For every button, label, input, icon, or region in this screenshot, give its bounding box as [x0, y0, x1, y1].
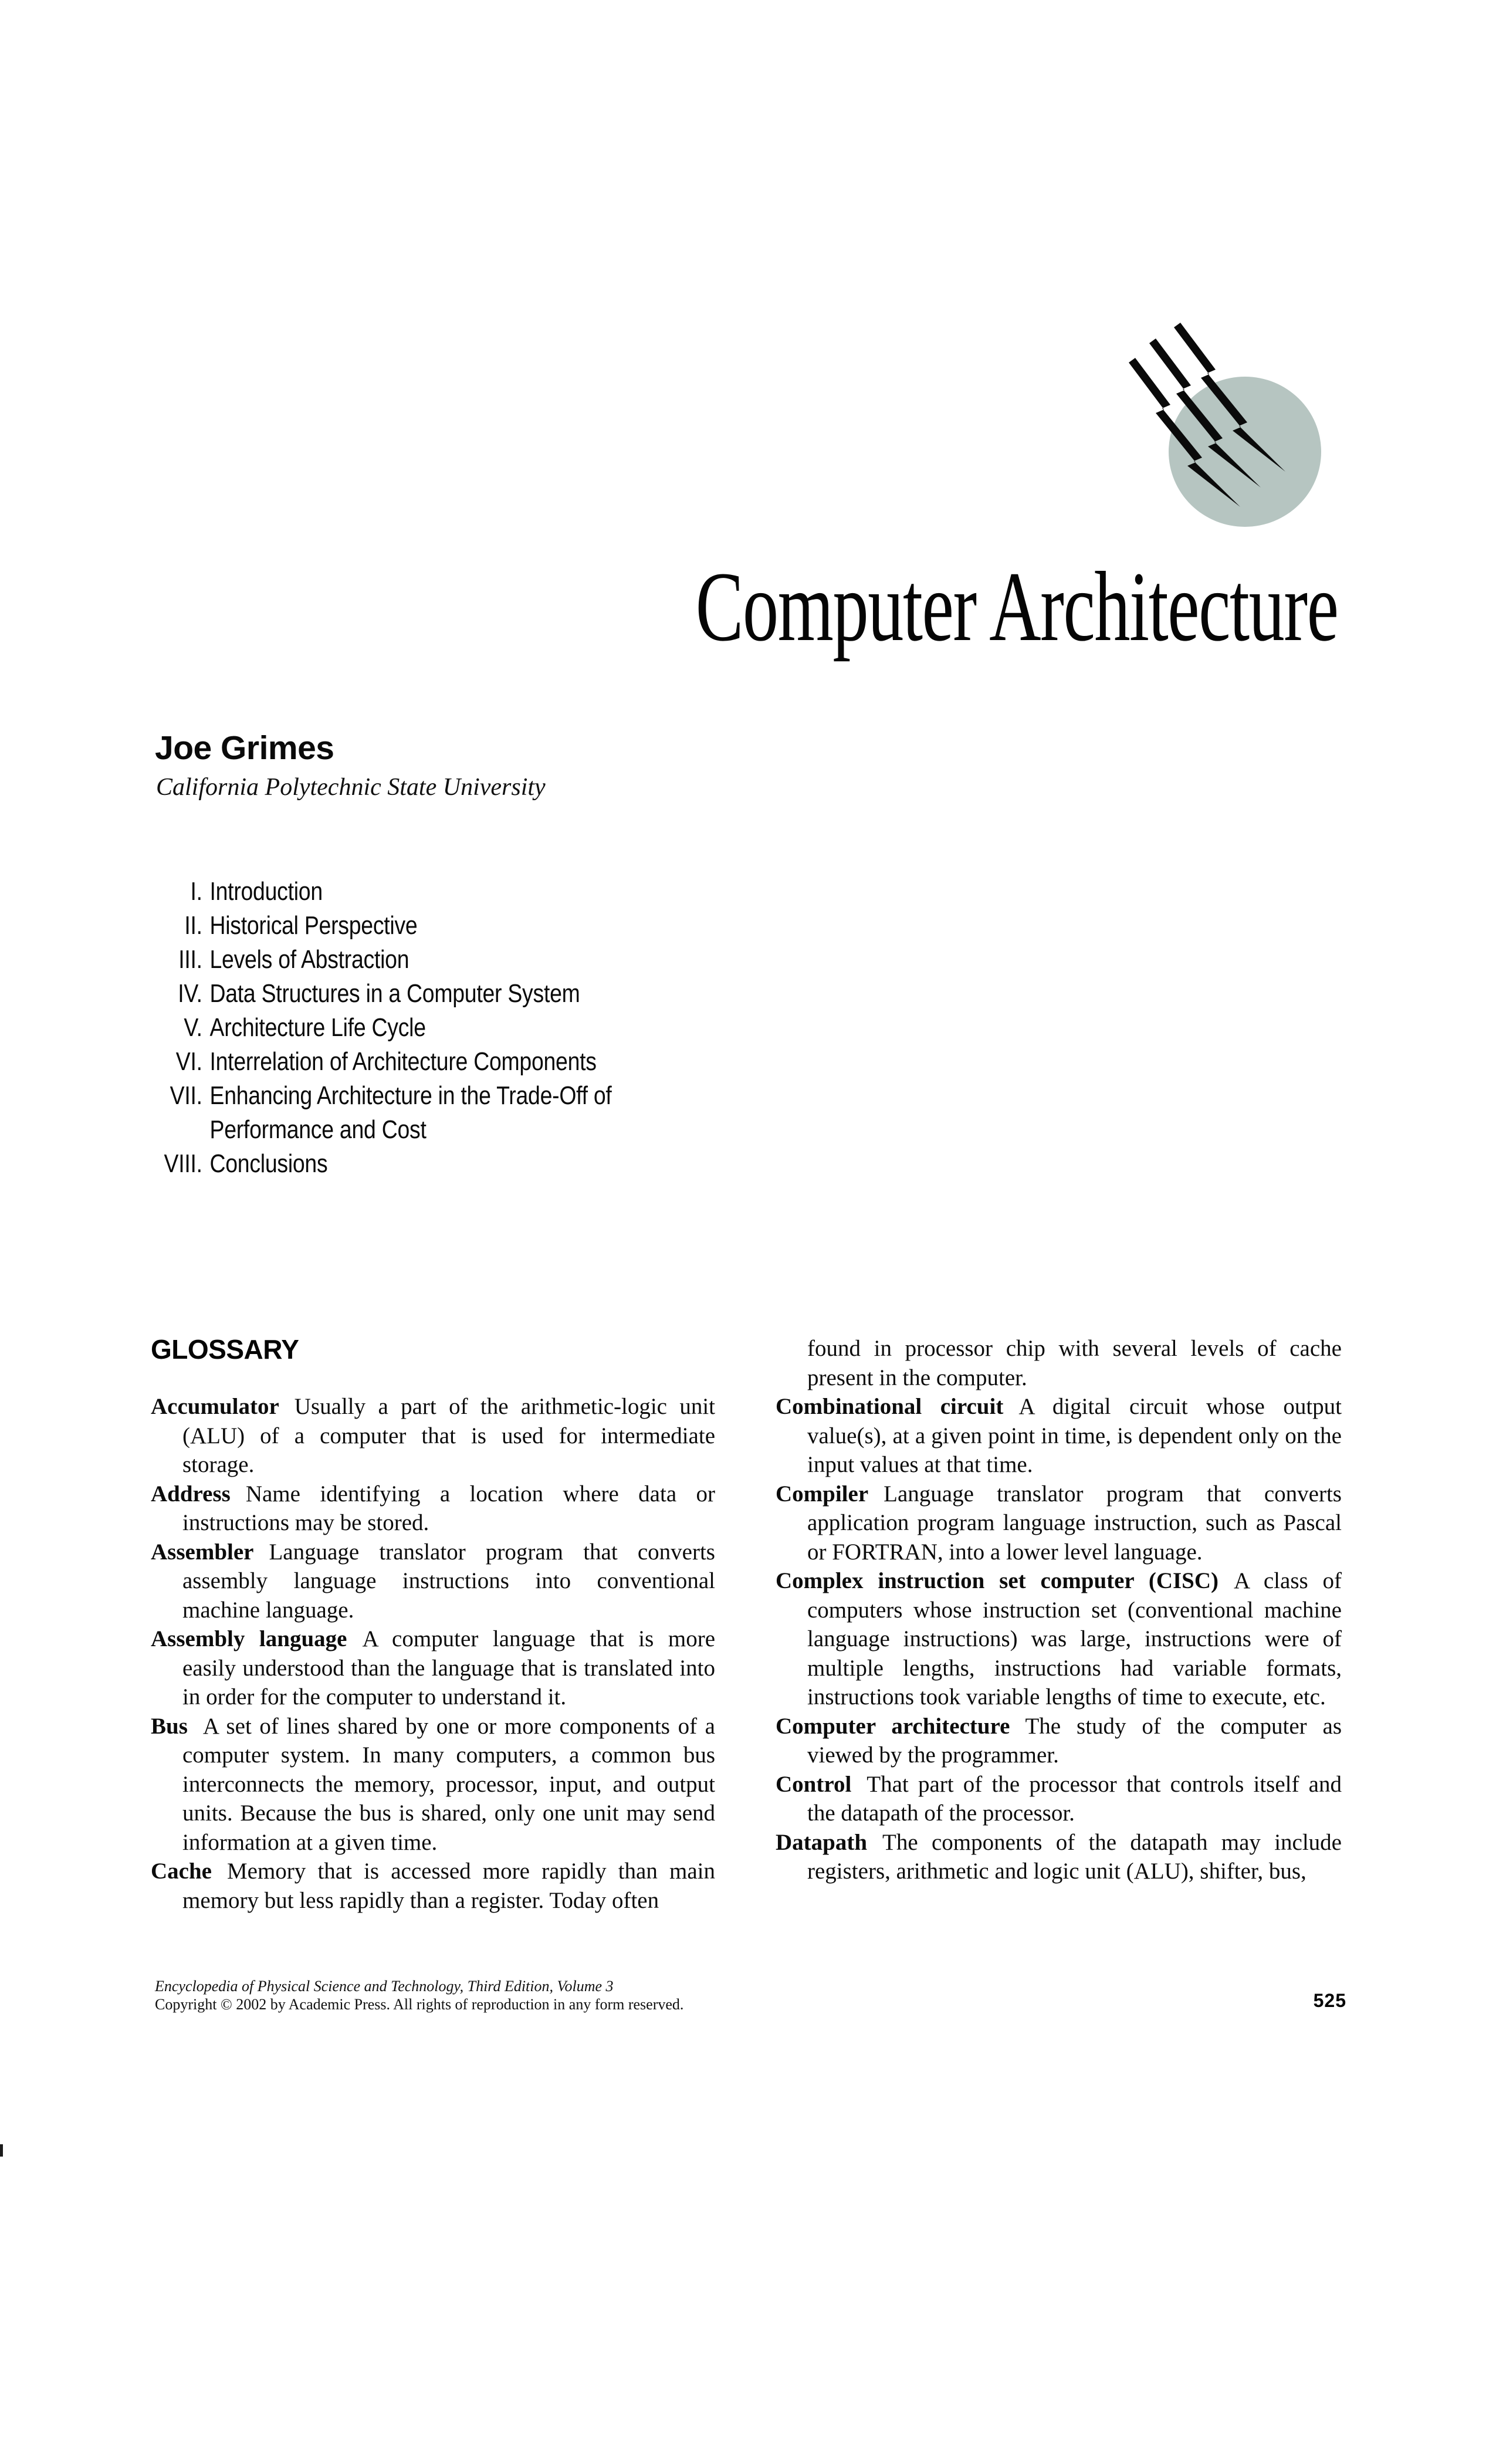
term-definition-gap: [188, 1733, 203, 1734]
glossary-entry: [776, 1392, 1342, 1480]
toc-item-label: Architecture Life Cycle: [209, 1013, 426, 1042]
toc-numeral: IV.: [178, 979, 202, 1008]
term-definition-gap: [212, 1878, 227, 1879]
glossary-entry: [776, 1480, 1342, 1567]
term-definition-gap: [1003, 1413, 1018, 1414]
glossary-entry: [776, 1566, 1342, 1712]
glossary-term: Compiler: [776, 1481, 869, 1507]
toc-item-label: Historical Perspective: [209, 911, 418, 940]
glossary-definition: Memory that is accessed more rapidly than main memory but less rapidly than a register. Today often: [182, 1859, 715, 1913]
toc-numeral: I.: [190, 877, 202, 906]
glossary-entry: [151, 1857, 715, 1915]
glossary-term: Combinational circuit: [776, 1394, 1004, 1419]
author-affiliation: California Polytechnic State University: [156, 774, 546, 801]
toc-numeral: II.: [184, 911, 202, 940]
toc-item-label: Levels of Abstraction: [209, 945, 409, 974]
glossary-term: Assembler: [151, 1539, 254, 1565]
toc-item: [135, 1045, 664, 1079]
glossary-definition: A digital circuit whose output value(s), at a given point in time, is dependent only on the input values at that time.: [807, 1394, 1342, 1477]
glossary-definition: Language translator program that converts assembly language instructions into conventional machine language.: [182, 1539, 715, 1623]
glossary-definition: Usually a part of the arithmetic-logic unit (ALU) of a computer that is used for intermediate storage.: [182, 1394, 715, 1477]
glossary-definition: Name identifying a location where data or instructions may be stored.: [182, 1481, 715, 1535]
glossary-definition: A set of lines shared by one or more components of a computer system. In many computers, a common bus interconnects the memory, processor, input, and output units. Because the bus is shared, only one unit may send information at a given time.: [182, 1713, 715, 1855]
page-number: 525: [1313, 1990, 1346, 2011]
glossary-entry: [776, 1712, 1342, 1770]
toc-item: [135, 1147, 664, 1181]
term-definition-gap: [1010, 1733, 1025, 1734]
glossary-term: Complex instruction set computer (CISC): [776, 1568, 1219, 1593]
toc-item-label: Enhancing Architecture in the Trade-Off of Performance and Cost: [209, 1081, 612, 1144]
toc-item: [135, 977, 664, 1011]
glossary-column-left: [151, 1392, 715, 1915]
footer-copyright-line: Copyright © 2002 by Academic Press. All rights of reproduction in any form reserved.: [155, 1996, 684, 2013]
toc-numeral: VI.: [175, 1047, 202, 1076]
glossary-column-right: [776, 1334, 1342, 1886]
glossary-term: Address: [151, 1481, 231, 1507]
glossary-term: Bus: [151, 1713, 188, 1739]
footer-book-line: Encyclopedia of Physical Science and Technology, Third Edition, Volume 3: [155, 1978, 614, 1995]
glossary-definition: Language translator program that converts application program language instruction, such as Pascal or FORTRAN, into a lower level language.: [807, 1481, 1342, 1565]
glossary-term: Control: [776, 1771, 852, 1797]
glossary-definition: A computer language that is more easily understood than the language that is translated into in order for the computer to understand it.: [182, 1626, 716, 1710]
toc-item: [135, 875, 664, 909]
toc-item: [135, 1079, 664, 1147]
scan-artifact-mark: [0, 2144, 3, 2157]
toc-item: [135, 909, 664, 943]
glossary-heading: GLOSSARY: [151, 1334, 299, 1365]
glossary-entry: [151, 1538, 715, 1625]
glossary-term: Datapath: [776, 1829, 868, 1855]
toc-numeral: VII.: [170, 1081, 202, 1110]
glossary-definition: The study of the computer as viewed by the programmer.: [807, 1713, 1342, 1768]
glossary-term: Cache: [151, 1859, 212, 1884]
toc-item-label: Interrelation of Architecture Components: [209, 1047, 597, 1076]
glossary-entry: [151, 1624, 715, 1712]
glossary-continuation: found in processor chip with several levels of cache present in the computer.: [807, 1336, 1342, 1390]
toc-item-label: Introduction: [209, 877, 323, 906]
glossary-definition: That part of the processor that controls itself and the datapath of the processor.: [807, 1771, 1342, 1826]
glossary-term: Assembly language: [151, 1626, 347, 1651]
toc-item-label: Conclusions: [209, 1149, 328, 1178]
term-definition-gap: [851, 1791, 867, 1792]
glossary-entry: [151, 1392, 715, 1480]
term-definition-gap: [867, 1849, 882, 1850]
article-title: Computer Architecture: [696, 551, 1338, 662]
toc-item: [135, 943, 664, 977]
table-of-contents: [135, 875, 664, 1181]
glossary-entry: [776, 1828, 1342, 1886]
toc-numeral: III.: [178, 945, 202, 974]
glossary-term: Accumulator: [151, 1394, 279, 1419]
toc-item-label: Data Structures in a Computer System: [209, 979, 580, 1008]
author-name: Joe Grimes: [155, 729, 334, 767]
glossary-definition: A class of computers whose instruction set (conventional machine language instructions) was large, instructions were of multiple lengths, instructions had variable formats, instructions took variable lengths of time to execute, etc.: [807, 1568, 1342, 1710]
glossary-entry: [776, 1770, 1342, 1828]
footer: [155, 1977, 683, 2013]
lightning-bolts-logo: [1091, 293, 1373, 569]
term-definition-gap: [279, 1413, 295, 1414]
glossary-definition: The components of the datapath may include registers, arithmetic and logic unit (ALU), shifter, bus,: [807, 1829, 1342, 1884]
toc-numeral: VIII.: [164, 1149, 202, 1178]
glossary-entry: [151, 1712, 715, 1857]
glossary-term: Computer architecture: [776, 1713, 1010, 1739]
glossary-entry: [151, 1480, 715, 1538]
toc-item: [135, 1011, 664, 1045]
toc-numeral: V.: [184, 1013, 202, 1042]
